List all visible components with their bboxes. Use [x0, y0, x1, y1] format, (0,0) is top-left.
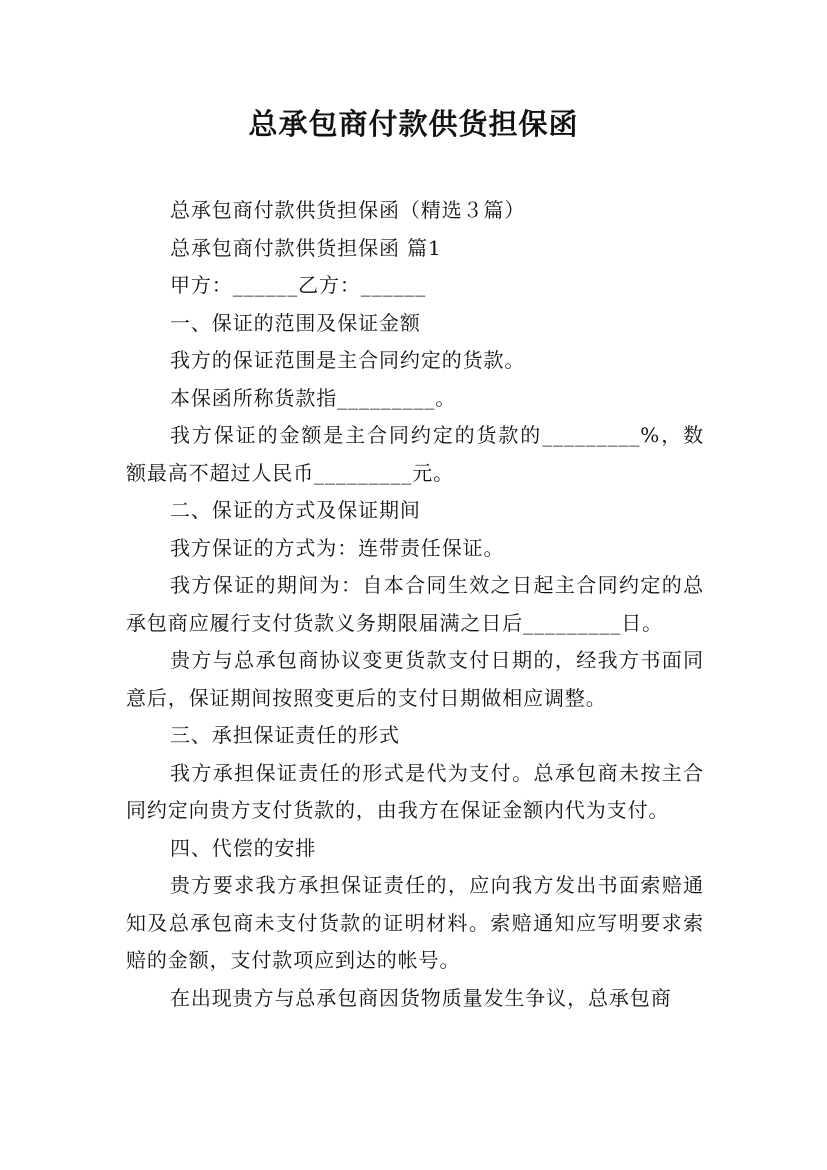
- paragraph-subtitle: 总承包商付款供货担保函（精选３篇）: [170, 198, 526, 222]
- paragraph-heading-3: 三、承担保证责任的形式: [170, 723, 400, 747]
- paragraph: 贵方要求我方承担保证责任的，应向我方发出书面索赔通知及总承包商未支付货款的证明材料。索赔通知应写明要求索赔的金额，支付款项应到达的帐号。: [126, 873, 704, 972]
- paragraph: 我方保证的金额是主合同约定的货款的_________%，数额最高不超过人民币_________元。: [126, 423, 704, 485]
- paragraph: 我方的保证范围是主合同约定的货款。: [170, 348, 526, 372]
- paragraph: 贵方与总承包商协议变更货款支付日期的，经我方书面同意后，保证期间按照变更后的支付日期做相应调整。: [126, 648, 704, 710]
- paragraph: 本保函所称货款指_________。: [170, 385, 457, 410]
- paragraph: 在出现贵方与总承包商因货物质量发生争议，总承包商: [170, 985, 672, 1010]
- paragraph-heading-2: 二、保证的方式及保证期间: [170, 498, 421, 522]
- document-body: [126, 192, 704, 1017]
- paragraph-heading-1: 一、保证的范围及保证金额: [170, 310, 421, 335]
- paragraph: 我方保证的期间为：自本合同生效之日起主合同约定的总承包商应履行支付货款义务期限届满之日后_________日。: [126, 573, 704, 635]
- paragraph: 我方保证的方式为：连带责任保证。: [170, 535, 505, 560]
- paragraph-parties: 甲方：______乙方：______: [170, 273, 427, 297]
- paragraph-heading-4: 四、代偿的安排: [170, 835, 317, 860]
- document-title: 总承包商付款供货担保函: [248, 107, 579, 141]
- paragraph-section-heading: 总承包商付款供货担保函 篇1: [170, 235, 442, 260]
- paragraph: 我方承担保证责任的形式是代为支付。总承包商未按主合同约定向贵方支付货款的，由我方在保证金额内代为支付。: [126, 760, 704, 822]
